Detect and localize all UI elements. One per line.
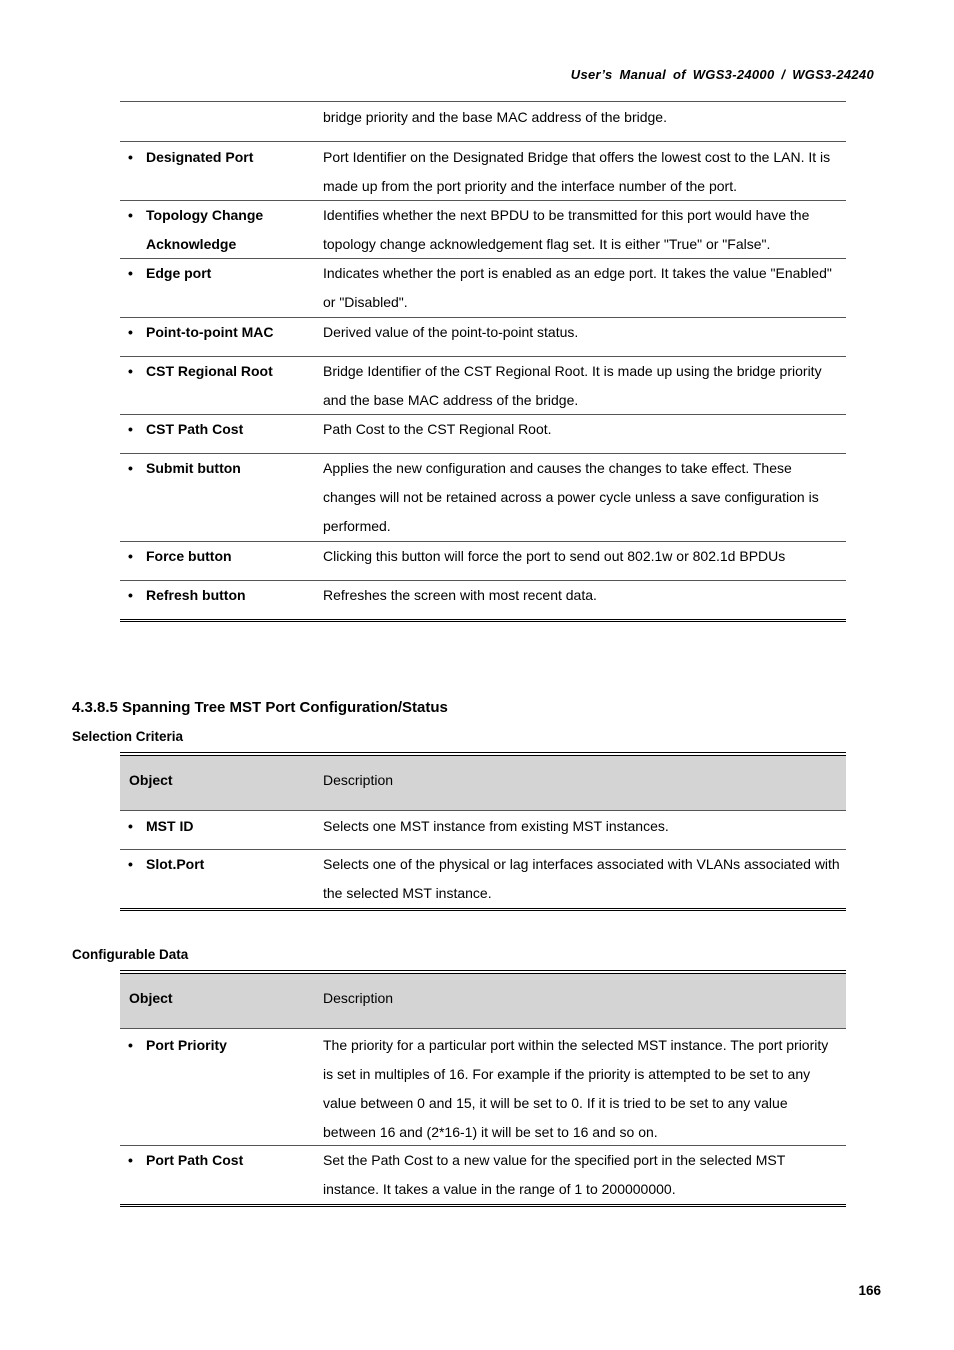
table-row <box>120 453 846 541</box>
row-description: Indicates whether the port is enabled as an edge port. It takes the value "Enabled" or "Disabled". <box>323 265 832 310</box>
bullet-icon: • <box>128 1152 133 1168</box>
table-row <box>120 414 846 453</box>
configurable-data-table <box>120 970 846 1207</box>
row-object: • Port Path Cost <box>120 1146 322 1204</box>
row-description: The priority for a particular port within the selected MST instance. The port priority is set in multiples of 16. For example if the priority is attempted to be set to any value between 0 and 15, it will be set to 0. If it is tried to be set to any value between 16 and (2*16-1) it will be set to 16 and so on. <box>323 1037 829 1140</box>
bullet-icon: • <box>128 856 133 872</box>
row-description: Applies the new configuration and causes the changes to take effect. These changes will not be retained across a power cycle unless a save configuration is performed. <box>323 460 819 534</box>
bullet-icon: • <box>128 548 133 564</box>
row-object: • Refresh button <box>120 581 322 619</box>
bullet-icon: • <box>128 421 133 437</box>
table-row <box>120 1145 846 1207</box>
row-object: • CST Regional Root <box>120 357 322 414</box>
bullet-icon: • <box>128 363 133 379</box>
row-object: • Port Priority <box>120 1029 322 1145</box>
row-object: • Submit button <box>120 454 322 541</box>
table-row <box>120 541 846 580</box>
row-object: • CST Path Cost <box>120 415 322 453</box>
table-row <box>120 258 846 317</box>
row-description: Bridge Identifier of the CST Regional Root. It is made up using the bridge priority and the base MAC address of the bridge. <box>323 363 822 408</box>
table-row <box>120 141 846 200</box>
bullet-icon: • <box>128 265 133 281</box>
bullet-icon: • <box>128 1037 133 1053</box>
row-object: • Force button <box>120 542 322 580</box>
table-row <box>120 580 846 622</box>
row-description: bridge priority and the base MAC address of the bridge. <box>323 109 667 125</box>
configurable-data-title: Configurable Data <box>72 947 189 962</box>
row-description: Selects one MST instance from existing MST instances. <box>323 818 669 834</box>
bullet-icon: • <box>128 324 133 340</box>
table-row <box>120 356 846 414</box>
row-object: • MST ID <box>120 811 322 849</box>
header-object: Object <box>129 990 173 1006</box>
row-description: Derived value of the point-to-point status. <box>323 324 579 340</box>
table-header <box>120 756 846 810</box>
row-object: • Topology Change Acknowledge <box>120 201 322 258</box>
bullet-icon: • <box>128 207 133 223</box>
header-object: Object <box>129 772 173 788</box>
table-row <box>120 810 846 849</box>
row-description: Clicking this button will force the port to send out 802.1w or 802.1d BPDUs <box>323 548 786 564</box>
header-description: Description <box>323 772 394 788</box>
row-object: • Designated Port <box>120 142 322 200</box>
row-object: • Slot.Port <box>120 850 322 908</box>
table-row <box>120 102 846 141</box>
page-number: 166 <box>858 1283 881 1298</box>
row-description: Set the Path Cost to a new value for the specified port in the selected MST instance. It takes a value in the range of 1 to 200000000. <box>323 1152 785 1197</box>
table-row <box>120 849 846 911</box>
selection-criteria-title: Selection Criteria <box>72 729 184 744</box>
table-header <box>120 974 846 1028</box>
bullet-icon: • <box>128 149 133 165</box>
table-row <box>120 200 846 258</box>
section-title: 4.3.8.5 Spanning Tree MST Port Configuration/Status <box>72 699 448 716</box>
bullet-icon: • <box>128 460 133 476</box>
bullet-icon: • <box>128 818 133 834</box>
header-description: Description <box>323 990 394 1006</box>
bullet-icon: • <box>128 587 133 603</box>
table-row <box>120 1028 846 1145</box>
port-status-table <box>120 101 846 622</box>
row-description: Port Identifier on the Designated Bridge that offers the lowest cost to the LAN. It is made up from the port priority and the interface number of the port. <box>323 149 831 194</box>
row-description: Refreshes the screen with most recent data. <box>323 587 597 603</box>
row-object: • Point-to-point MAC <box>120 318 322 356</box>
row-description: Identifies whether the next BPDU to be transmitted for this port would have the topology change acknowledgement flag set. It is either "True" or "False". <box>323 207 810 252</box>
row-object: • Edge port <box>120 259 322 317</box>
table-row <box>120 317 846 356</box>
page-header: User’s Manual of WGS3-24000 / WGS3-24240 <box>570 67 874 82</box>
row-description: Path Cost to the CST Regional Root. <box>323 421 552 437</box>
row-description: Selects one of the physical or lag interfaces associated with VLANs associated with the selected MST instance. <box>323 856 840 901</box>
selection-criteria-table <box>120 752 846 911</box>
